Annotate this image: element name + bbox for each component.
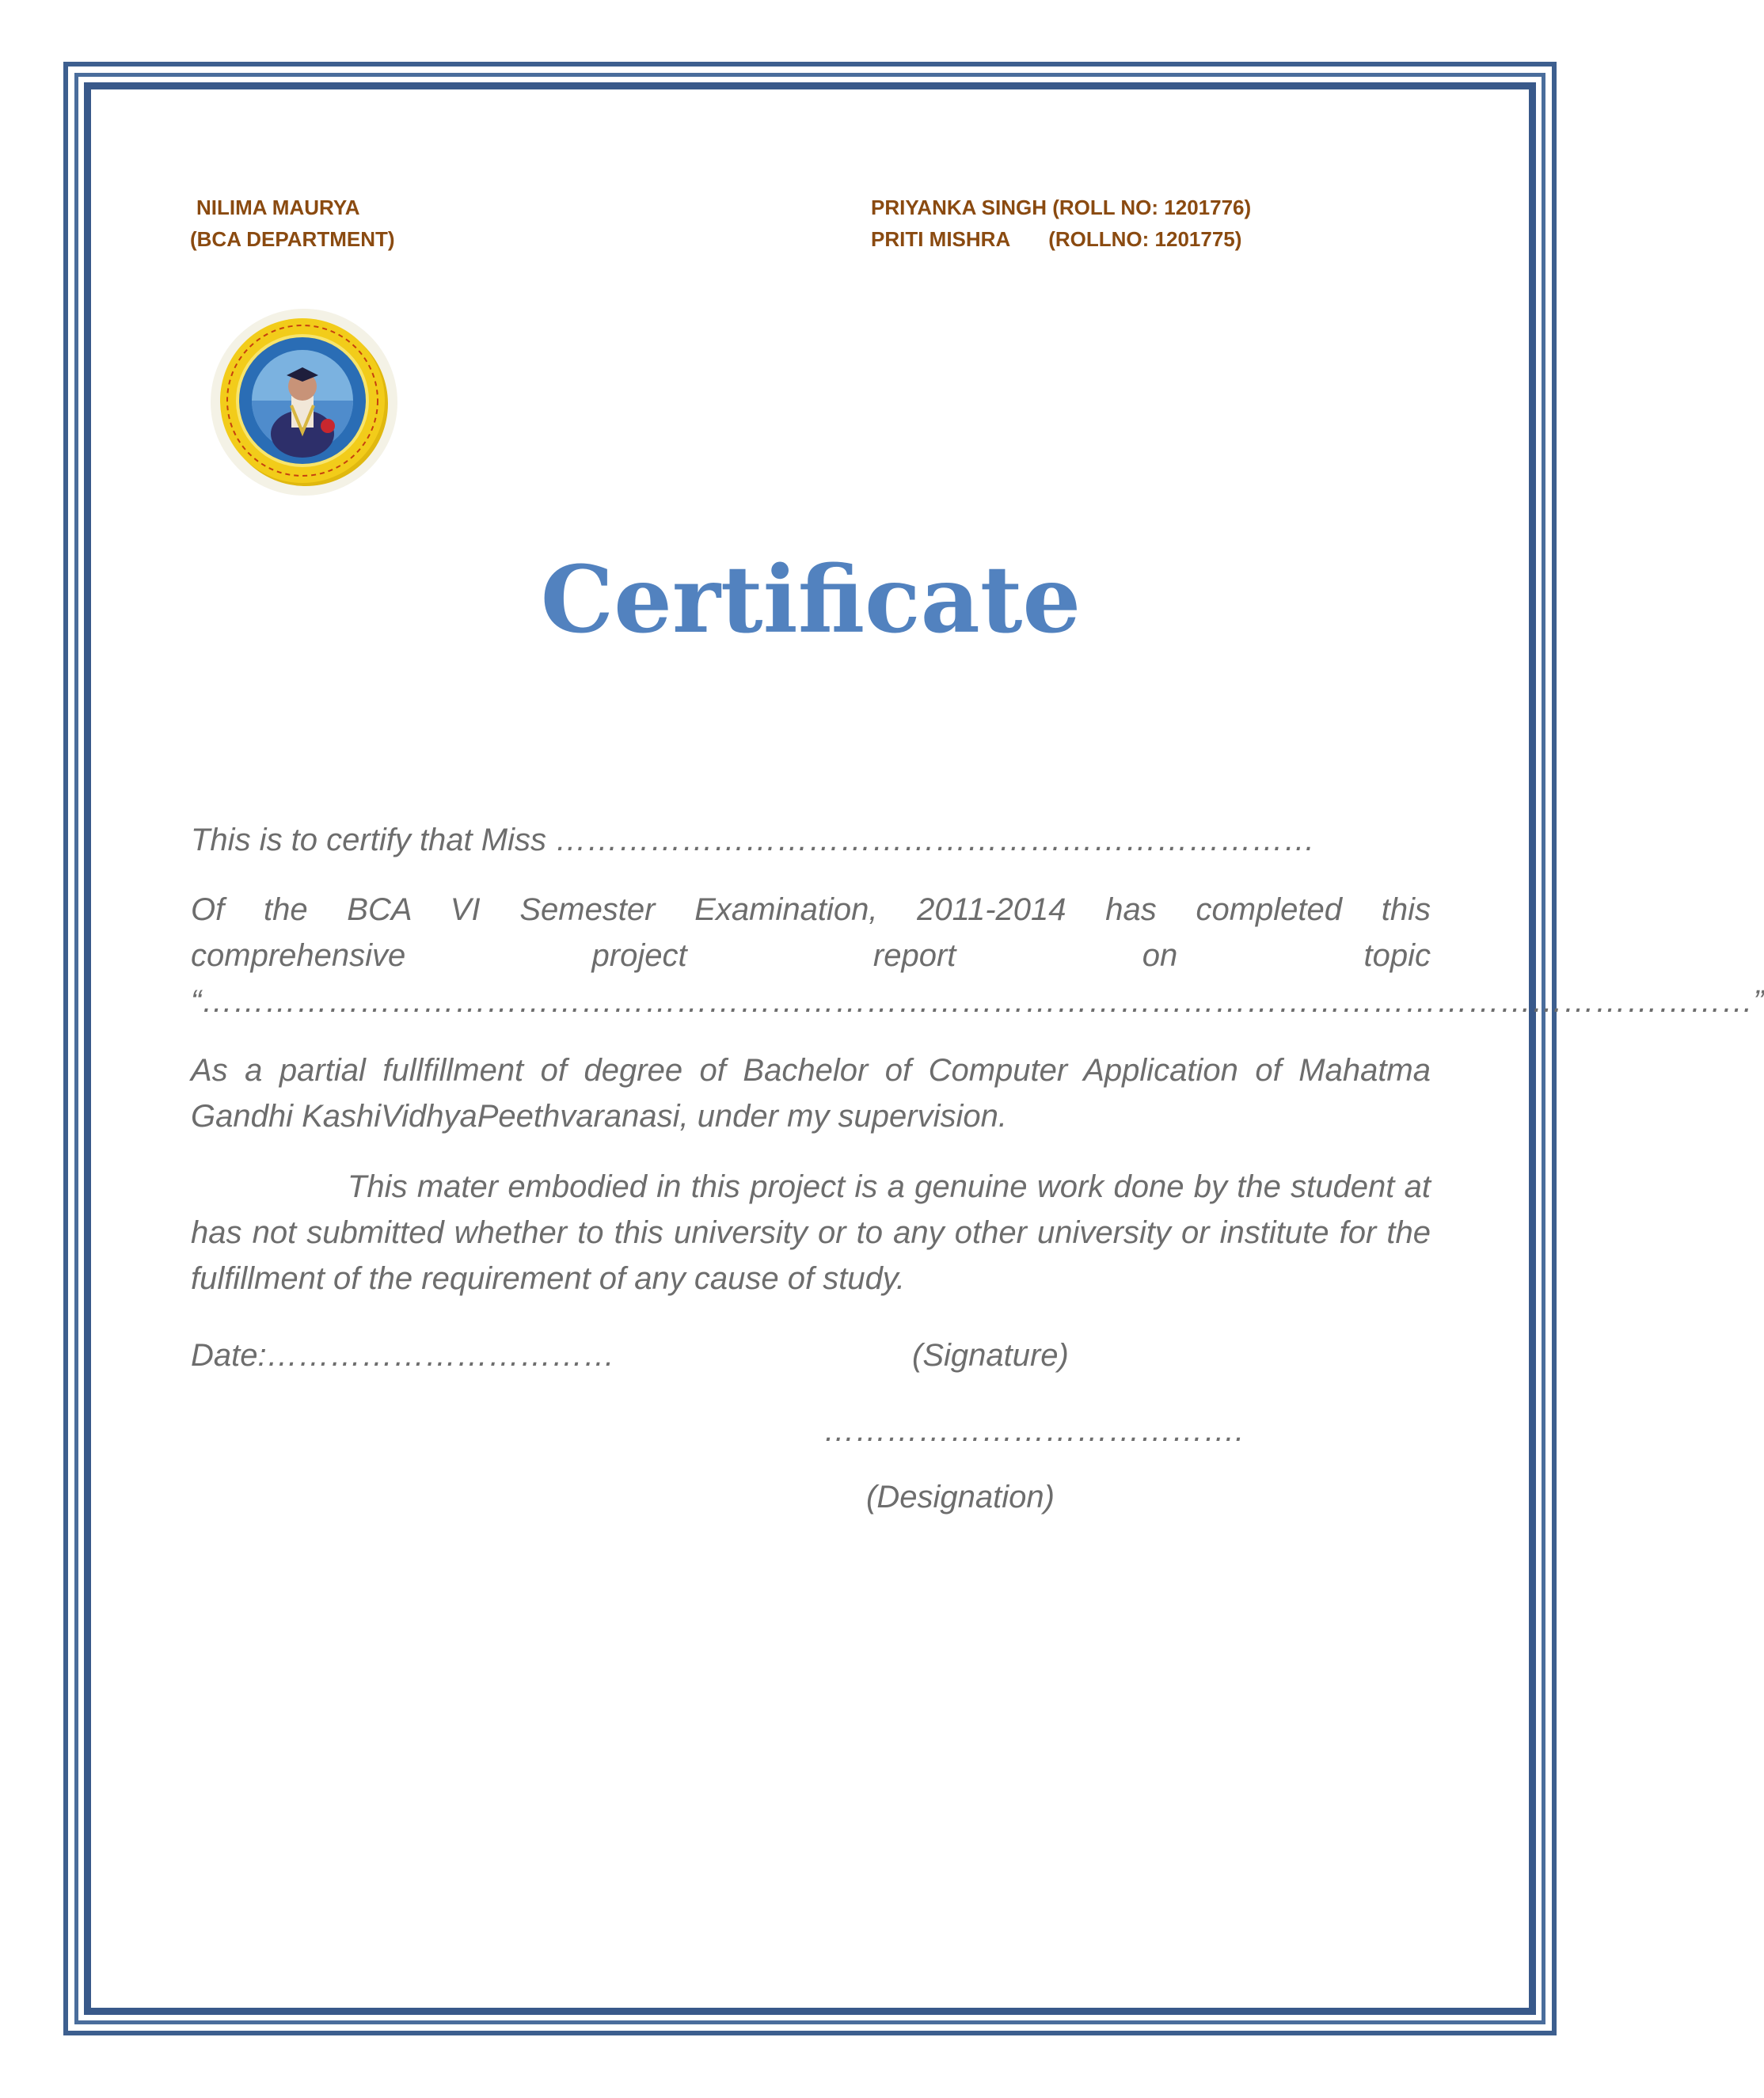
supervisor-name: NILIMA MAURYA xyxy=(196,196,360,219)
date-field: Date:…………………………… xyxy=(191,1338,615,1373)
supervisor-header xyxy=(190,192,395,255)
supervisor-department: (BCA DEPARTMENT) xyxy=(190,227,395,251)
certificate-title: Certificate xyxy=(540,546,1082,654)
topic-blank-line: “…………………………………………………………………………………………………………………………………” xyxy=(191,984,1764,1019)
student-2 xyxy=(871,223,1251,255)
designation-label: (Designation) xyxy=(866,1480,1055,1515)
examination-paragraph xyxy=(191,887,1764,1024)
genuine-work-text: This mater embodied in this project is a genuine work done by the student at has not submitted whether to this university or to any other university or institute for the fulfillment of the requirement of any cause of study. xyxy=(191,1169,1431,1296)
genuine-work-paragraph xyxy=(191,1164,1431,1302)
students-header xyxy=(871,192,1251,255)
certify-line: This is to certify that Miss ……………………………………………………………… xyxy=(191,823,1316,857)
student-2-name: PRITI MISHRA xyxy=(871,227,1011,251)
college-seal-icon xyxy=(209,307,399,497)
student-1: PRIYANKA SINGH (ROLL NO: 1201776) xyxy=(871,196,1252,219)
examination-line-1: Of the BCA VI Semester Examination, 2011-2014 has completed this xyxy=(191,892,1431,927)
signature-blank: …………………………………. xyxy=(823,1413,1245,1448)
signature-label: (Signature) xyxy=(912,1338,1069,1373)
student-2-roll: (ROLLNO: 1201775) xyxy=(1048,227,1242,251)
degree-paragraph: As a partial fullfillment of degree of Bachelor of Computer Application of Mahatma Gandhi KashiVidhyaPeethvaranasi, under my supervision. xyxy=(191,1053,1431,1134)
examination-line-2: comprehensive project report on topic xyxy=(191,938,1431,973)
